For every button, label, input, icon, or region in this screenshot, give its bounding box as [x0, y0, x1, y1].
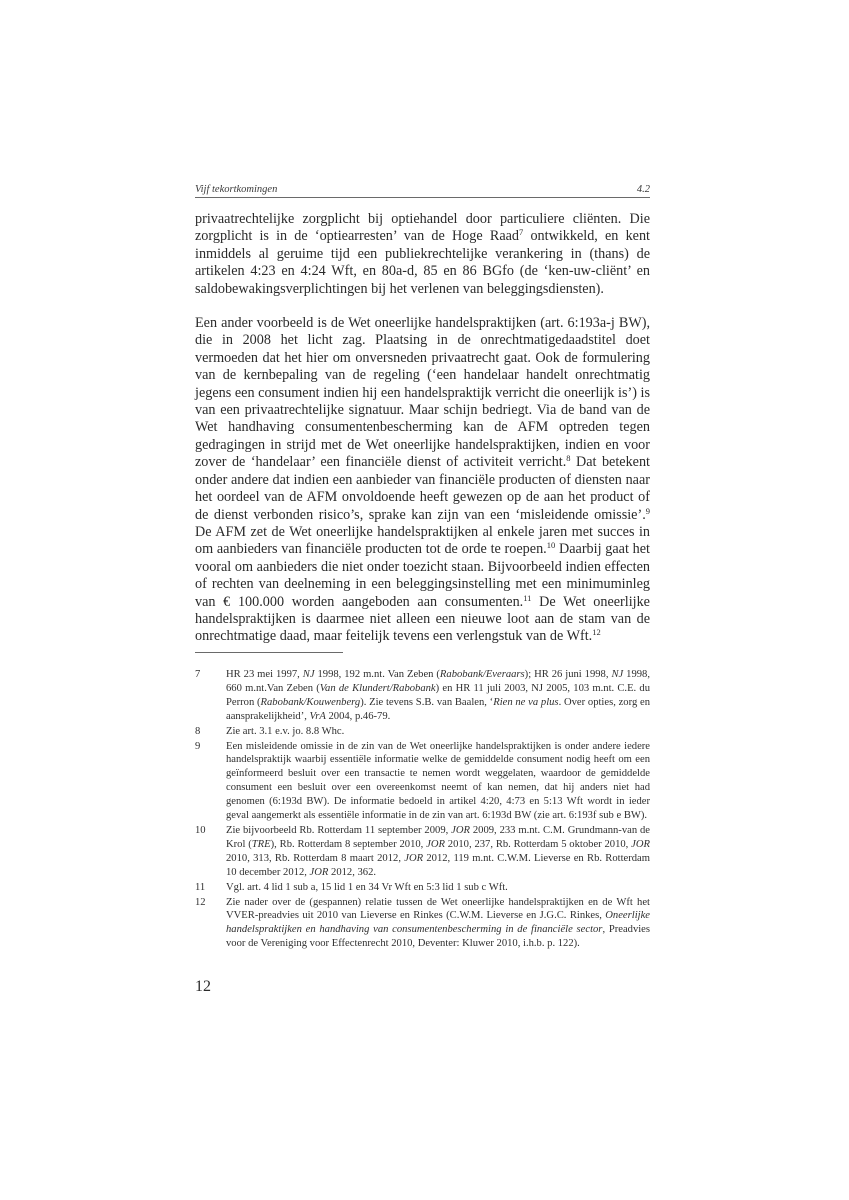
footnote-text: Zie art. 3.1 e.v. jo. 8.8 Whc. — [226, 725, 345, 737]
footnote-ref-7[interactable]: 7 — [519, 227, 524, 238]
footnote-number: 10 — [195, 824, 206, 836]
footnote-number: 11 — [195, 881, 206, 893]
footnote-7 — [195, 668, 650, 724]
footnote-ref-11[interactable]: 11 — [523, 592, 532, 603]
page-number: 12 — [195, 978, 211, 995]
footnote-ref-10[interactable]: 10 — [546, 540, 556, 551]
footnote-text: Vgl. art. 4 lid 1 sub a, 15 lid 1 en 34 Vr Wft en 5:3 lid 1 sub c Wft. — [226, 881, 508, 893]
paragraph-text: privaatrechtelijke zorgplicht bij optiehandel door particuliere cliënten. Die zorgplicht is in de ‘optiearresten’ van de Hoge Raad — [195, 211, 650, 245]
body-text — [195, 211, 650, 646]
footnote-ref-12[interactable]: 12 — [592, 627, 601, 638]
footnote-number: 9 — [195, 740, 201, 752]
paragraph-text: De AFM zet de Wet oneerlijke handelspraktijken al enkele jaren met succes in om aanbieders van financiële producten tot de orde te roepen. — [195, 523, 650, 558]
paragraph-2 — [195, 315, 650, 646]
footnote-divider — [195, 652, 343, 653]
footnote-text: Een misleidende omissie in de zin van de Wet oneerlijke handelspraktijken is onder andere iedere handelspraktijk waarbij essentiële informatie welke de gemiddelde consument nodig heeft om een geïnformeerd besluit over een transactie te nemen wordt weggelaten, waardoor de gemiddelde consument een besluit over een overeenkomst neemt of kan nemen, dat hij anders niet had genomen (6:193d BW). De informatie bedoeld in artikel 4:20, 4:73 en 5:13 Wft wordt in ieder geval aangemerkt als essentiële informatie in de zin van art. 6:193d BW (zie art. 6:193f sub e BW). — [226, 740, 650, 822]
footnote-10 — [195, 824, 650, 880]
footnote-text: HR 23 mei 1997, NJ 1998, 192 m.nt. Van Zeben (Rabobank/Everaars); HR 26 juni 1998, NJ 1998, 660 m.nt.Van Zeben (Van de Klundert/Rabobank) en HR 11 juli 2003, NJ 2005, 103 m.nt. C.E. du Perron (Rabobank/Kouwenberg). Zie tevens S.B. van Baalen, ‘Rien ne va plus. Over opties, zorg en aansprakelijkheid’, VrA 2004, p.46-79. — [226, 669, 650, 722]
footnote-text: Zie bijvoorbeeld Rb. Rotterdam 11 september 2009, JOR 2009, 233 m.nt. C.M. Grundmann-van de Krol (TRE), Rb. Rotterdam 8 september 2010, JOR 2010, 237, Rb. Rotterdam 5 oktober 2010, JOR 2010, 313, Rb. Rotterdam 8 maart 2012, JOR 2012, 119 m.nt. C.W.M. Lieverse en Rb. Rotterdam 10 december 2012, JOR 2012, 362. — [226, 824, 651, 878]
footnote-11 — [195, 881, 650, 895]
paragraph-text: Een ander voorbeeld is de Wet oneerlijke handelspraktijken (art. 6:193a-j BW), die in 2008 het licht zag. Plaatsing in de onrechtmatigedaadstitel doet vermoeden dat het hier om onversneden privaatrecht gaat. Ook de formulering van de kernbepaling van de regeling (‘een handelaar handelt onrechtmatig jegens een consument indien hij een handelspraktijk verricht die oneerlijk is’) is van een privaatrechtelijke signatuur. Maar schijn bedriegt. Via de band van de Wet handhaving consumentenbescherming kan de AFM optreden tegen gedragingen in strijd met de Wet oneerlijke handelspraktijken, indien en voor zover de ‘handelaar’ een financiële dienst of activiteit verricht. — [195, 315, 650, 471]
footnote-text: Zie nader over de (gespannen) relatie tussen de Wet oneerlijke handelspraktijken en de Wft het VVER-preadvies uit 2010 van Lieverse en Rinkes (C.W.M. Lieverse en J.G.C. Rinkes, Oneerlijke handelspraktijken en handhaving van consumentenbescherming in de financiële sector, Preadvies voor de Vereniging voor Effectenrecht 2010, Deventer: Kluwer 2010, i.h.b. p. 122). — [226, 896, 651, 950]
footnote-ref-9[interactable]: 9 — [645, 505, 650, 516]
footnote-9 — [195, 740, 650, 823]
chapter-title: Vijf tekortkomingen — [195, 184, 278, 195]
footnote-number: 7 — [195, 669, 201, 680]
footnote-8 — [195, 725, 650, 739]
footnote-12 — [195, 896, 650, 952]
footnote-ref-8[interactable]: 8 — [566, 453, 571, 464]
running-header — [195, 184, 650, 198]
paragraph-text: ontwikkeld, en kent inmiddels al geruime tijd een publiekrechtelijke verankering in (thans) de artikelen 4:23 en 4:24 Wft, en 80a-d, 85 en 86 BGfo (de ‘ken-uw-cliënt’ en saldobewakingsverplichtingen bij het verlenen van beleggingsdiensten). — [195, 228, 651, 297]
footnote-number: 12 — [195, 896, 206, 908]
footnote-number: 8 — [195, 725, 201, 737]
paragraph-text: Dat betekent onder andere dat indien een aanbieder van financiële producten of diensten naar het oordeel van de AFM onvoldoende heeft gewezen op de aan het product of de dienst verbonden risico’s, sprake kan zijn van een ‘misleidende omissie’. — [195, 454, 650, 523]
paragraph-1 — [195, 211, 650, 298]
footnotes — [195, 668, 650, 952]
paragraph-text: De Wet oneerlijke handelspraktijken is daarmee niet alleen een nieuwe loot aan de stam van de onrechtmatige daad, maar feitelijk tevens een verlengstuk van de Wft. — [195, 593, 650, 645]
paragraph-text: Daarbij gaat het vooral om aanbieders die niet onder toezicht staan. Bijvoorbeeld indien effecten of rechten van deelneming in een beleggingsinstelling met een minimuminleg van € 100.000 worden aangeboden aan consumenten. — [195, 541, 650, 610]
section-number: 4.2 — [636, 184, 650, 195]
